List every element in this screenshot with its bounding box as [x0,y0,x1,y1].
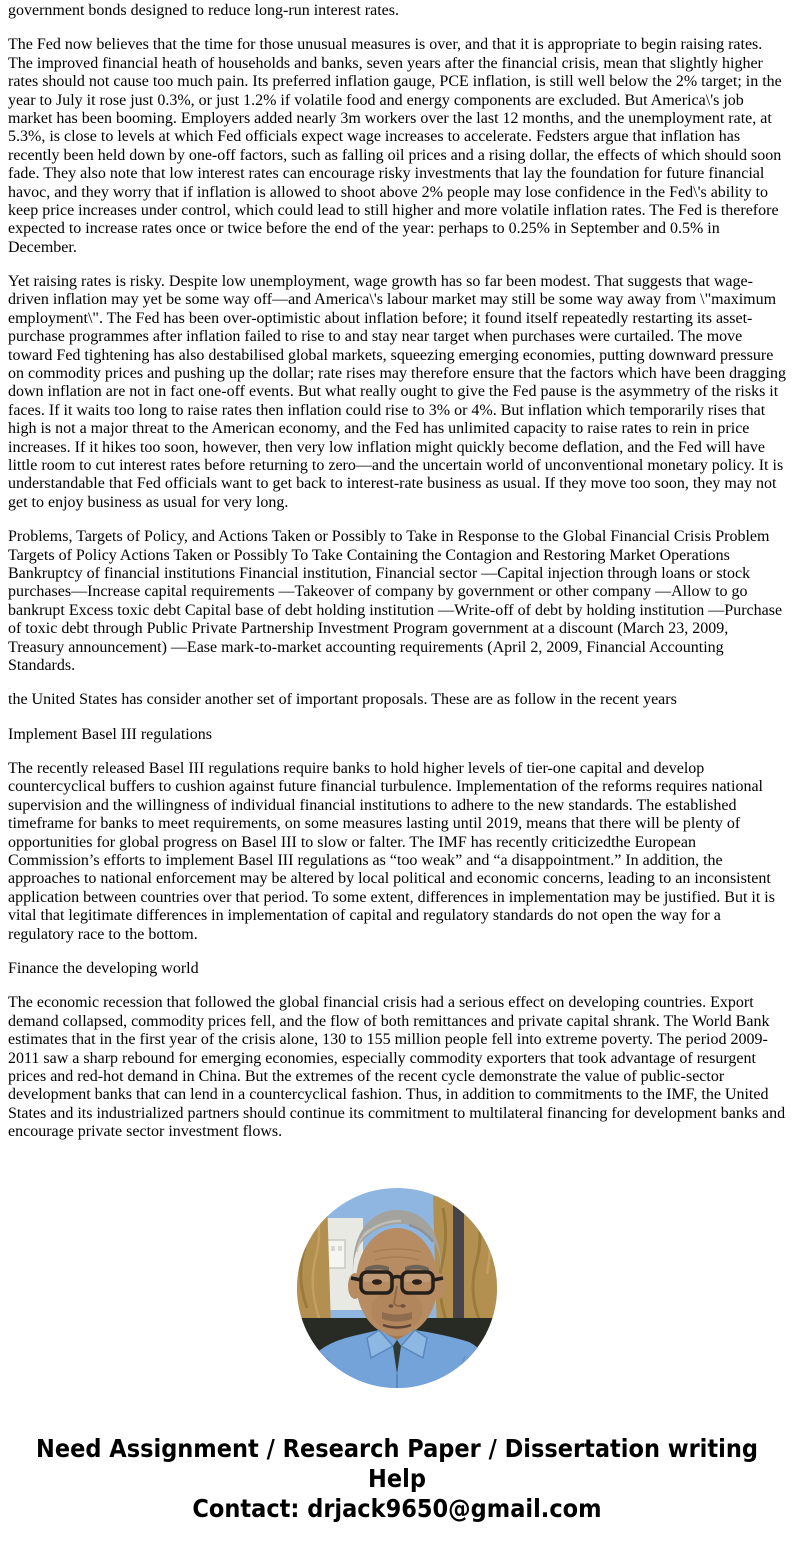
eye-right [412,1280,422,1286]
paragraph-raising-rates-risky: Yet raising rates is risky. Despite low unemployment, wage growth has so far been modest. That suggests that wage-driven inflation may yet be some way off—and America\'s labour market may still be some way away from \"maximum employment\". The Fed has been over-optimistic about inflation before; it found itself repeatedly restarting its asset-purchase programmes after inflation failed to rise to and stay near target when purchases were curtailed. The move toward Fed tightening has also destabilised global markets, squeezing emerging economies, putting downward pressure on commodity prices and pushing up the dollar; rate rises may therefore ensure that the factors which have been dragging down inflation are not in fact one-off events. But what really ought to give the Fed pause is the asymmetry of the risks it faces. If it waits too long to raise rates then inflation could rise to 3% or 4%. But inflation which temporarily rises that high is not a major threat to the American economy, and the Fed has unlimited capacity to raise rates to rein in price increases. If it hikes too soon, however, then very low inflation might quickly become deflation, and the Fed will have little room to cut interest rates before returning to zero—and the uncertain world of unconventional monetary policy. It is understandable that Fed officials want to get back to interest-rate business as usual. If they move too soon, they may not get to enjoy business as usual for very long. [8,273,786,511]
avatar-container [297,1188,497,1388]
switch-plate [327,1240,345,1268]
promo-contact-email: Contact: drjack9650@gmail.com [192,1494,602,1524]
article-body [8,2,786,1141]
promo-headline: Need Assignment / Research Paper / Dissertation writing Help [36,1434,758,1494]
tutor-photo [297,1188,497,1388]
heading-implement-basel: Implement Basel III regulations [8,725,212,743]
eye-left [372,1280,382,1286]
promo-footer [8,1434,786,1524]
paragraph-fragment: government bonds designed to reduce long-run interest rates. [8,2,399,19]
paragraph-us-proposals: the United States has consider another set of important proposals. These are as follow in the recent years [8,691,677,709]
heading-finance-developing-world: Finance the developing world [8,959,199,977]
paragraph-problems-targets: Problems, Targets of Policy, and Actions Taken or Possibly to Take in Response to the Global Financial Crisis Problem Targets of Policy Actions Taken or Possibly To Take Containing the Contagion and Restoring Market Operations Bankruptcy of financial institutions Financial institution, Financial sector —Capital injection through loans or stock purchases—Increase capital requirements —Takeover of company by government or other company —Allow to go bankrupt Excess toxic debt Capital base of debt holding institution —Write-off of debt by holding institution —Purchase of toxic debt through Public Private Partnership Investment Program government at a discount (March 23, 2009, Treasury announcement) —Ease mark-to-market accounting requirements (April 2, 2009, Financial Accounting Standards. [8,528,783,674]
paragraph-fed-raising-rates: The Fed now believes that the time for those unusual measures is over, and that it is appropriate to begin raising rates. The improved financial heath of households and banks, seven years after the financial crisis, mean that slightly higher rates should not cause too much pain. Its preferred inflation gauge, PCE inflation, is still well below the 2% target; in the year to July it rose just 0.3%, or just 1.2% if volatile food and energy components are excluded. But America\'s job market has been booming. Employers added nearly 3m workers over the last 12 months, and the unemployment rate, at 5.3%, is close to levels at which Fed officials expect wage increases to accelerate. Fedsters argue that inflation has recently been held down by one-off factors, such as falling oil prices and a rising dollar, the effects of which should soon fade. They also note that low interest rates can encourage risky investments that lay the foundation for future financial havoc, and they worry that if inflation is allowed to shoot above 2% people may lose confidence in the Fed\'s ability to keep price increases under control, which could lead to still higher and more volatile inflation rates. The Fed is therefore expected to increase rates once or twice before the end of the year: perhaps to 0.25% in September and 0.5% in December. [8,36,782,256]
paragraph-economic-recession: The economic recession that followed the global financial crisis had a serious effect on developing countries. Export demand collapsed, commodity prices fell, and the flow of both remittances and private capital shrank. The World Bank estimates that in the first year of the crisis alone, 130 to 155 million people fell into extreme poverty. The period 2009-2011 saw a sharp rebound for emerging economies, especially commodity exporters that took advantage of resurgent prices and red-hot demand in China. But the extremes of the recent cycle demonstrate the value of public-sector development banks that can lend in a countercyclical fashion. Thus, in addition to commitments to the IMF, the United States and its industrialized partners should continue its commitment to multilateral financing for development banks and encourage private sector investment flows. [8,994,786,1141]
paragraph-basel-regulations: The recently released Basel III regulations require banks to hold higher levels of tier-one capital and develop countercyclical buffers to cushion against future financial turbulence. Implementation of the reforms requires national supervision and the willingness of individual financial institutions to adhere to the new standards. The established timeframe for banks to meet requirements, on some measures lasting until 2019, means that there will be plenty of opportunities for global progress on Basel III to slow or falter. The IMF has recently criticizedthe European Commission’s efforts to implement Basel III regulations as “too weak” and “a disappointment.” In addition, the approaches to national enforcement may be altered by local political and economic concerns, leading to an inconsistent application between countries over that period. To some extent, differences in implementation may be justified. But it is vital that legitimate differences in implementation of capital and regulatory standards do not open the way for a regulatory race to the bottom. [8,760,775,943]
